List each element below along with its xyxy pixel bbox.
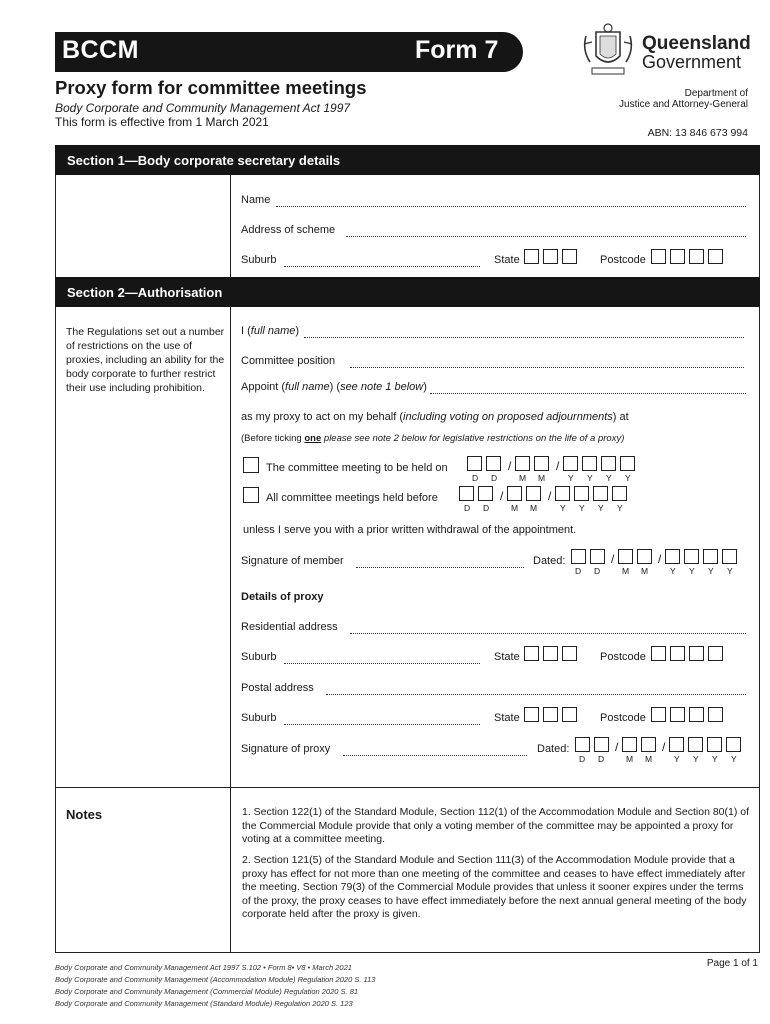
postcode-box[interactable] (708, 646, 723, 661)
date-separator: / (500, 489, 504, 503)
date-day-box[interactable] (571, 549, 586, 564)
department-line1: Department of (684, 88, 748, 99)
state-label: State (494, 712, 520, 724)
ticking-instruction: (Before ticking one please see note 2 below for legislative restrictions on the life of a proxy) (241, 433, 625, 444)
year-caption: Y (625, 473, 631, 483)
state-box[interactable] (562, 646, 577, 661)
date-separator: / (615, 740, 619, 754)
abn-number: ABN: 13 846 673 994 (647, 127, 748, 139)
year-caption: Y (617, 503, 623, 513)
committee-position-label: Committee position (241, 355, 336, 367)
full-name-label: I (full name) (241, 325, 300, 337)
date-day-box[interactable] (575, 737, 590, 752)
postcode-box[interactable] (708, 249, 723, 264)
date-year-box[interactable] (593, 486, 608, 501)
date-separator: / (662, 740, 666, 754)
form-number: Form 7 (415, 36, 499, 64)
address-of-scheme-field[interactable] (346, 236, 746, 237)
postcode-box[interactable] (670, 249, 685, 264)
full-name-field[interactable] (304, 337, 744, 338)
date-year-box[interactable] (726, 737, 741, 752)
postcode-box[interactable] (689, 646, 704, 661)
day-caption: D (598, 754, 605, 764)
suburb-field[interactable] (284, 663, 480, 664)
postcode-box[interactable] (670, 707, 685, 722)
date-month-box[interactable] (534, 456, 549, 471)
date-year-box[interactable] (707, 737, 722, 752)
year-caption: Y (606, 473, 612, 483)
footer-line1: Body Corporate and Community Management Act 1997 S.102 • Form 8• V8 • March 2021 (55, 963, 352, 972)
date-year-box[interactable] (563, 456, 578, 471)
residential-address-label: Residential address (241, 621, 338, 633)
state-box[interactable] (524, 646, 539, 661)
date-day-box[interactable] (467, 456, 482, 471)
act-name: Body Corporate and Community Management Act 1997 (55, 101, 351, 115)
date-month-box[interactable] (515, 456, 530, 471)
day-caption: D (472, 473, 479, 483)
name-field[interactable] (276, 206, 746, 207)
postcode-box[interactable] (670, 646, 685, 661)
option2-label: All committee meetings held before (266, 492, 438, 504)
government-label: Government (642, 52, 742, 72)
month-caption: M (511, 503, 519, 513)
suburb-label: Suburb (241, 651, 277, 663)
dated-label: Dated: (533, 555, 566, 567)
suburb-label: Suburb (241, 254, 277, 266)
day-caption: D (483, 503, 490, 513)
date-month-box[interactable] (526, 486, 541, 501)
year-caption: Y (560, 503, 566, 513)
date-day-box[interactable] (459, 486, 474, 501)
day-caption: D (579, 754, 586, 764)
page-number: Page 1 of 1 (706, 958, 758, 969)
withdrawal-statement: unless I serve you with a prior written withdrawal of the appointment. (243, 524, 577, 536)
date-separator: / (556, 459, 560, 473)
year-caption: Y (708, 566, 714, 576)
note-2: 2. Section 121(5) of the Standard Module and Section 111(3) of the Accommodation Module provide that a proxy has effect for not more than one meeting of the committee and ceases to have effect immediately after the meeting. Section 79(3) of the Commercial Module provides that unless it sooner expires under the terms of the proxy, the proxy ceases to have effect immediately before the next annual general meeting of the body corporate held after the proxy is given. (242, 854, 747, 920)
date-day-box[interactable] (486, 456, 501, 471)
postcode-box[interactable] (651, 646, 666, 661)
year-caption: Y (712, 754, 718, 764)
queensland-coat-of-arms-icon (578, 22, 638, 78)
signature-proxy-label: Signature of proxy (241, 743, 331, 755)
footer-line3: Body Corporate and Community Management (Commercial Module) Regulation 2020 S. 81 (55, 987, 359, 996)
footer-line2: Body Corporate and Community Management (Accommodation Module) Regulation 2020 S. 113 (55, 975, 376, 984)
date-year-box[interactable] (582, 456, 597, 471)
date-year-box[interactable] (612, 486, 627, 501)
regulations-note: The Regulations set out a number of restrictions on the use of proxies, including an ability for the body corporate to further restrict their use including prohibition. (66, 326, 225, 394)
year-caption: Y (587, 473, 593, 483)
postal-address-label: Postal address (241, 682, 314, 694)
notes-separator (55, 787, 760, 788)
day-caption: D (464, 503, 471, 513)
date-month-box[interactable] (618, 549, 633, 564)
year-caption: Y (689, 566, 695, 576)
suburb-field[interactable] (284, 724, 480, 725)
date-year-box[interactable] (601, 456, 616, 471)
date-separator: / (508, 459, 512, 473)
day-caption: D (575, 566, 582, 576)
state-label: State (494, 651, 520, 663)
date-day-box[interactable] (594, 737, 609, 752)
footer-line4: Body Corporate and Community Management (Standard Module) Regulation 2020 S. 123 (55, 999, 353, 1008)
notes-heading: Notes (66, 807, 103, 822)
signature-member-field[interactable] (356, 567, 524, 568)
date-year-box[interactable] (555, 486, 570, 501)
date-month-box[interactable] (637, 549, 652, 564)
postcode-label: Postcode (600, 712, 646, 724)
committee-position-field[interactable] (350, 367, 744, 368)
postcode-box[interactable] (689, 707, 704, 722)
date-day-box[interactable] (590, 549, 605, 564)
state-box[interactable] (543, 646, 558, 661)
signature-proxy-field[interactable] (343, 755, 527, 756)
year-caption: Y (568, 473, 574, 483)
date-month-box[interactable] (622, 737, 637, 752)
year-caption: Y (579, 503, 585, 513)
date-month-box[interactable] (507, 486, 522, 501)
all-meetings-checkbox[interactable] (243, 487, 259, 503)
suburb-label: Suburb (241, 712, 277, 724)
effective-date: This form is effective from 1 March 2021 (55, 115, 269, 129)
month-caption: M (626, 754, 634, 764)
day-caption: D (594, 566, 601, 576)
date-year-box[interactable] (574, 486, 589, 501)
suburb-field[interactable] (284, 266, 480, 267)
date-year-box[interactable] (722, 549, 737, 564)
postcode-box[interactable] (651, 707, 666, 722)
date-year-box[interactable] (684, 549, 699, 564)
date-year-box[interactable] (620, 456, 635, 471)
month-caption: M (641, 566, 649, 576)
postcode-box[interactable] (708, 707, 723, 722)
date-separator: / (658, 552, 662, 566)
month-caption: M (530, 503, 538, 513)
postcode-label: Postcode (600, 651, 646, 663)
day-caption: D (491, 473, 498, 483)
appoint-label: Appoint (full name) (see note 1 below) (241, 381, 427, 393)
committee-meeting-checkbox[interactable] (243, 457, 259, 473)
state-box[interactable] (562, 707, 577, 722)
year-caption: Y (693, 754, 699, 764)
department-line2: Justice and Attorney-General (619, 99, 748, 110)
year-caption: Y (674, 754, 680, 764)
date-separator: / (611, 552, 615, 566)
proxy-details-heading: Details of proxy (241, 591, 324, 603)
date-separator: / (548, 489, 552, 503)
signature-member-label: Signature of member (241, 555, 344, 567)
appoint-field[interactable] (430, 393, 746, 394)
date-year-box[interactable] (703, 549, 718, 564)
date-day-box[interactable] (478, 486, 493, 501)
month-caption: M (645, 754, 653, 764)
postal-address-field[interactable] (326, 694, 746, 695)
note-1: 1. Section 122(1) of the Standard Module, Section 112(1) of the Accommodation Module and Section 80(1) of the Commercial Module provide that only a voting member of the committee may be appointed a proxy for voting at a committee meeting. (242, 806, 750, 845)
section2-divider (230, 307, 231, 953)
section2-header: Section 2—Authorisation (55, 277, 760, 307)
year-caption: Y (670, 566, 676, 576)
postcode-label: Postcode (600, 254, 646, 266)
year-caption: Y (598, 503, 604, 513)
month-caption: M (519, 473, 527, 483)
name-label: Name (241, 194, 271, 206)
government-name: Queensland (642, 33, 751, 54)
address-label: Address of scheme (241, 224, 336, 236)
state-box[interactable] (524, 249, 539, 264)
postcode-box[interactable] (651, 249, 666, 264)
bccm-label: BCCM (62, 36, 139, 64)
page-title: Proxy form for committee meetings (55, 77, 367, 98)
date-year-box[interactable] (665, 549, 680, 564)
section1-divider (230, 175, 231, 277)
date-year-box[interactable] (669, 737, 684, 752)
month-caption: M (622, 566, 630, 576)
state-box[interactable] (543, 707, 558, 722)
year-caption: Y (727, 566, 733, 576)
state-box[interactable] (524, 707, 539, 722)
option1-label: The committee meeting to be held on (266, 462, 448, 474)
state-box[interactable] (562, 249, 577, 264)
residential-address-field[interactable] (350, 633, 746, 634)
state-box[interactable] (543, 249, 558, 264)
proxy-statement: as my proxy to act on my behalf (including voting on proposed adjournments) at (241, 411, 629, 423)
date-month-box[interactable] (641, 737, 656, 752)
section1-header: Section 1—Body corporate secretary details (55, 145, 760, 175)
month-caption: M (538, 473, 546, 483)
dated-label: Dated: (537, 743, 570, 755)
state-label: State (494, 254, 520, 266)
year-caption: Y (731, 754, 737, 764)
date-year-box[interactable] (688, 737, 703, 752)
postcode-box[interactable] (689, 249, 704, 264)
